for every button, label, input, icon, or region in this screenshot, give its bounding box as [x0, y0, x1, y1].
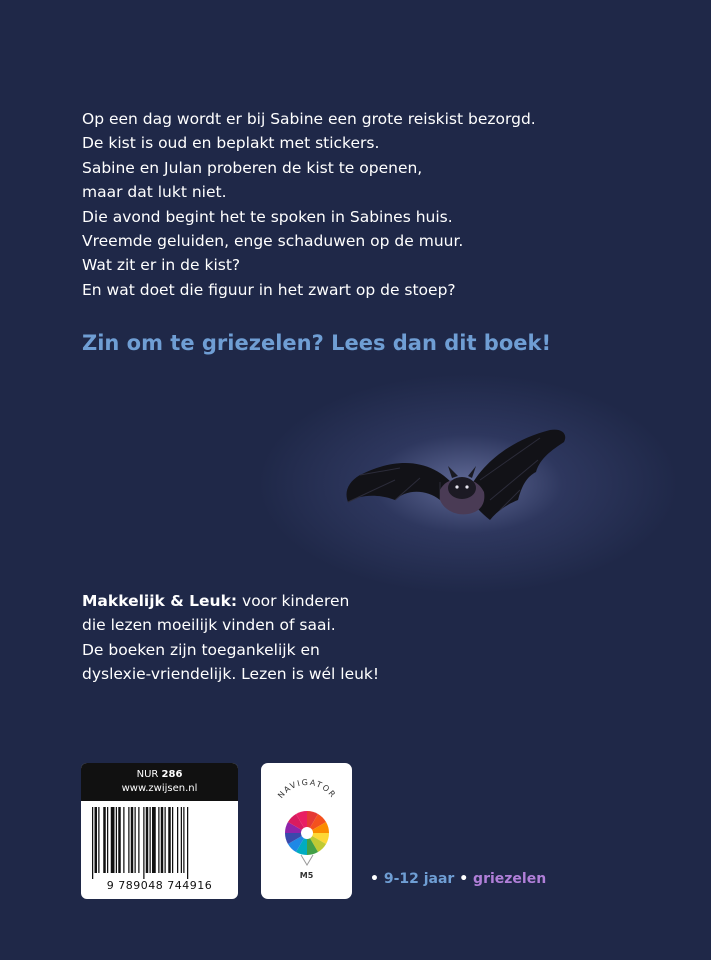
age-range: 9-12 jaar: [383, 871, 455, 887]
barcode-header: [81, 763, 238, 801]
blurb-line: Die avond begint het te spoken in Sabines huis.: [82, 207, 453, 226]
blurb-line: Sabine en Julan proberen de kist te openen,: [82, 158, 423, 177]
barcode-bar: [103, 807, 106, 873]
blurb-line: De kist is oud en beplakt met stickers.: [82, 134, 380, 153]
nur-value: 286: [161, 769, 183, 780]
barcode-bar: [143, 807, 144, 879]
barcode-bar: [152, 807, 156, 873]
barcode-bar: [118, 807, 121, 873]
barcode-bar: [116, 807, 117, 873]
barcode-bar: [131, 807, 134, 873]
nur-code: [81, 768, 238, 782]
barcode-bar: [168, 807, 171, 873]
barcode-bar: [183, 807, 184, 873]
barcode-bar: [146, 807, 149, 873]
barcode-bar: [161, 807, 164, 873]
barcode-bar: [92, 807, 93, 879]
series-line: [82, 589, 482, 613]
barcode-bar: [98, 807, 99, 873]
barcode-label: [81, 763, 238, 899]
barcode-bar: [128, 807, 129, 873]
genre: griezelen: [473, 871, 547, 887]
barcode-bar: [123, 807, 124, 873]
publisher-website: www.zwijsen.nl: [121, 783, 198, 794]
barcode-bar: [150, 807, 151, 873]
barcode-bar: [107, 807, 108, 873]
bat-illustration: [340, 420, 570, 540]
blurb-line: En wat doet die figuur in het zwart op de stoep?: [82, 280, 456, 299]
blurb-line: maar dat lukt niet.: [82, 183, 227, 202]
book-meta: [370, 871, 546, 887]
barcode-bar: [135, 807, 136, 873]
barcode-bar: [172, 807, 173, 873]
blurb-line: Op een dag wordt er bij Sabine een grote reiskist bezorgd.: [82, 110, 536, 128]
blurb-text: [82, 107, 682, 302]
barcode-bar: [111, 807, 115, 873]
nur-label: NUR: [136, 769, 159, 780]
barcode-bar: [95, 807, 98, 873]
series-line: De boeken zijn toegankelijk en: [82, 640, 320, 659]
series-line: die lezen moeilijk vinden of saai.: [82, 616, 336, 635]
series-line-rest: voor kinderen: [237, 592, 350, 610]
barcode-bar: [177, 807, 178, 873]
barcode-bar: [165, 807, 166, 873]
navigator-badge: [261, 763, 352, 899]
barcode-bar: [158, 807, 159, 873]
series-description: [82, 589, 482, 687]
bullet: •: [370, 871, 379, 887]
barcode-bar: [187, 807, 188, 879]
series-name: Makkelijk & Leuk:: [82, 592, 238, 610]
isbn-number: 9 789048 744916: [106, 879, 213, 892]
blurb-line: Vreemde geluiden, enge schaduwen op de muur.: [82, 232, 464, 251]
tagline: Zin om te griezelen? Lees dan dit boek!: [82, 331, 552, 355]
blurb-line: Wat zit er in de kist?: [82, 256, 241, 275]
navigator-title: NAVIGATOR: [276, 777, 338, 801]
barcode-bar: [181, 807, 182, 873]
series-line: dyslexie-vriendelijk. Lezen is wél leuk!: [82, 665, 380, 684]
barcode-bar: [138, 807, 139, 873]
navigator-level: M5: [299, 871, 314, 880]
barcode-bars: [90, 807, 230, 879]
bullet: •: [459, 871, 469, 887]
